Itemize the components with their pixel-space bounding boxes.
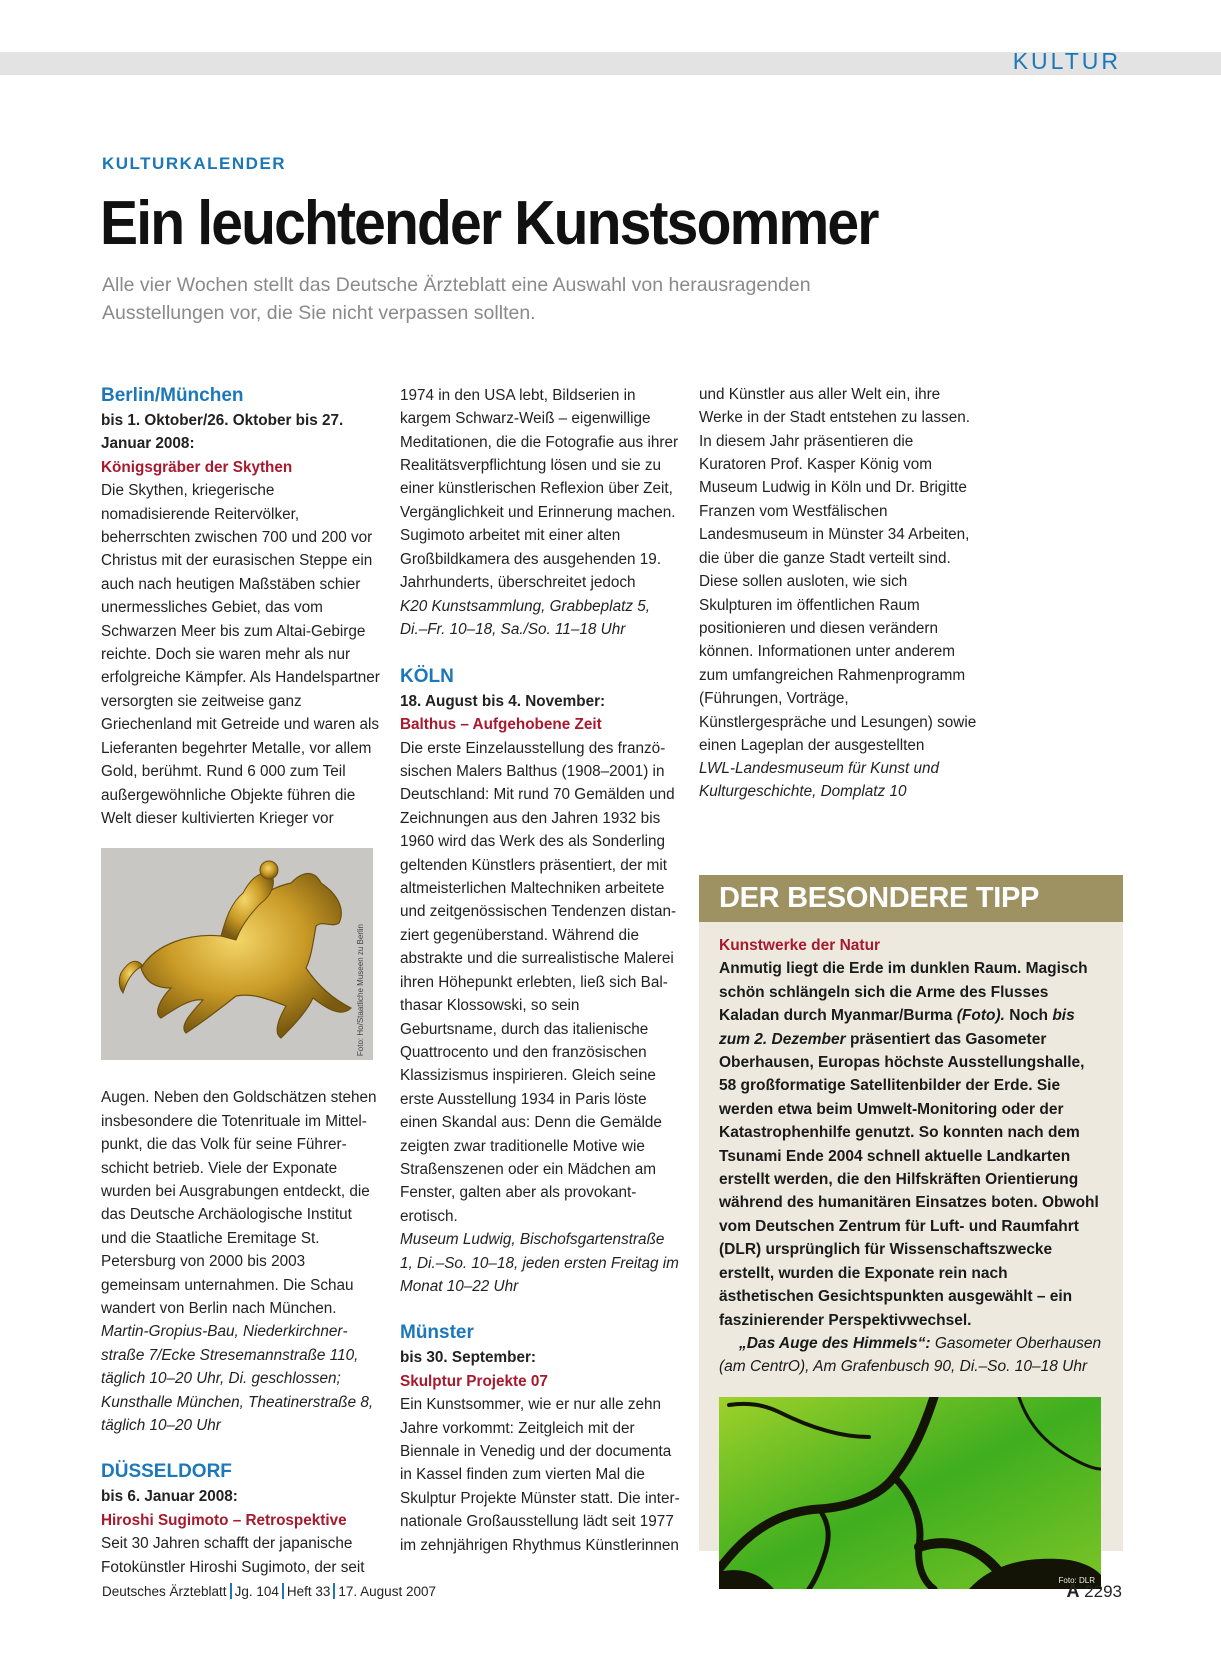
page-prefix: A <box>1066 1581 1080 1601</box>
body-text: Augen. Neben den Goldschätzen stehen insbesondere die Totenrituale im Mittelpunkt, die das Volk für seine Führerschicht betrieb. Viele der Exponate wurden bei Ausgrabungen entdeckt, die das Deutsche Archäologische Institut und die Staatliche Eremitage St. Petersburg von 2000 bis 2003 gemeinsam unternahmen. Die Schau wandert von Berlin nach München. <box>101 1089 377 1317</box>
tip-text-part: Noch <box>1009 1007 1049 1025</box>
page-number <box>1066 1581 1122 1602</box>
body-text: 1974 in den USA lebt, Bildserien in kargem Schwarz-Weiß – eigenwillige Meditationen, die die Fotografie aus ihrer Realitätsverpflichtung lösen und sie zu einer künstlerischen Reflexion über Zeit, Vergänglichkeit und Erinnerung machen. Sugimoto arbeitet mit einer alten Großbildkamera des ausgehenden 19. Jahrhunderts, überschreitet jedoch <box>400 386 679 592</box>
location-heading: Berlin/München <box>101 385 244 406</box>
exhibition-date: bis 6. Januar 2008: <box>101 1488 238 1506</box>
location-heading: KÖLN <box>400 665 454 687</box>
footer-separator <box>333 1583 335 1599</box>
satellite-photo <box>719 1397 1101 1589</box>
golden-horseman-image <box>101 848 373 1060</box>
tip-text-part: (Foto). <box>956 1007 1005 1025</box>
tip-text-part: präsentiert das Gasometer Oberhausen, Europas höchste Ausstellungshalle, 58 großformatige Satellitenbilder der Erde. Sie werden etwa beim Umwelt-Monitoring oder der Katastrophenhilfe genutzt. So konnten nach dem Tsunami Ende 2004 schnell aktuelle Landkarten erstellt werden, die den Hilfskräften Orientierung während des humanitären Einsatzes boten. Obwohl vom Deutschen Zentrum für Luft- und Raumfahrt (DLR) ursprünglich für Wissenschaftszwecke erstellt, wurden die Exponate rein nach ästhetischen Gesichtspunkten ausgewählt – ein faszinierender Perspektivwechsel. <box>719 1030 1099 1329</box>
tip-title: Kunstwerke der Natur <box>719 937 881 954</box>
body-text: Die Skythen, kriegerische nomadisierende Reitervölker, beherrschten zwischen 700 und 200 vor Christus mit der eurasischen Steppe ein auch nach heutigen Maßstäben schier unermessliches Gebiet, das vom Schwarzen Meer bis zum Altai-Gebirge reichte. Doch sie waren mehr als nur erfolgreiche Kämpfer. Als Handelspartner versorgten sie zeitweise ganz Griechenland mit Getreide und waren als Lieferanten begehrter Metalle, vor allem Gold, berühmt. Rund 6 000 zum Teil außergewöhnliche Objekte führen die Welt dieser kultivierten Krieger vor <box>101 482 380 827</box>
tip-venue <box>719 1332 1103 1379</box>
journal-volume: Jg. 104 <box>234 1584 279 1599</box>
journal-name: Deutsches Ärzteblatt <box>102 1584 227 1599</box>
river-delta-image <box>719 1397 1101 1589</box>
tip-body <box>699 922 1123 1379</box>
tip-text-part: bis zum 2. Dezember <box>719 1007 1075 1048</box>
article-intro: Alle vier Wochen stellt das Deutsche Ärzteblatt eine Auswahl von herausragenden Ausstellungen vor, die Sie nicht verpassen sollten. <box>102 274 811 324</box>
article-title: Ein leuchtender Kunstsommer <box>100 189 878 258</box>
tip-venue-title: „Das Auge des Himmels“: <box>739 1334 931 1352</box>
footer-separator <box>230 1583 232 1599</box>
footer-separator <box>282 1583 284 1599</box>
body-text: Die erste Einzelausstellung des französischen Malers Balthus (1908–2001) in Deutschland: Mit rund 70 Gemälden und Zeichnungen aus den Jahren 1932 bis 1960 wird das Werk des als Sonderling geltenden Künstlers präsentiert, der mit altmeisterlichen Maltechniken arbeitete und zeitgenössischen Tendenzen distanziert gegenüberstand. Während die abstrakte und die surrealistische Malerei ihren Höhepunkt erlebten, ließ sich Balthasar Klossowski, so sein Geburtsname, durch das italienische Quattrocento und den französischen Klassizismus inspirieren. Gleich seine erste Ausstellung 1934 in Paris löste einen Skandal aus: Denn die Gemälde zeigten zwar traditionelle Motive wie Straßenszenen oder ein Mädchen am Fenster, galten aber als provokant-erotisch. <box>400 739 677 1225</box>
kicker: KULTURKALENDER <box>102 154 287 173</box>
column-2 <box>400 383 680 1557</box>
tip-venue-text: Gasometer Oberhausen (am CentrO), Am Grafenbusch 90, Di.–So. 10–18 Uhr <box>719 1334 1102 1376</box>
location-heading: DÜSSELDORF <box>101 1461 232 1483</box>
page-number-value: 2293 <box>1084 1582 1122 1601</box>
tip-text-part: Anmutig liegt die Erde im dunklen Raum. Magisch schön schlängeln sich die Arme des Flusses Kaladan durch Myanmar/Burma <box>719 960 1088 1025</box>
location-heading: Münster <box>400 1322 474 1344</box>
scythian-gold-photo <box>101 848 373 1060</box>
exhibition-title: Skulptur Projekte 07 <box>400 1372 548 1390</box>
exhibition-title: Königsgräber der Skythen <box>101 458 293 476</box>
exhibition-title: Balthus – Aufgehobene Zeit <box>400 716 602 734</box>
section-label: KULTUR <box>1012 48 1121 74</box>
body-text: Seit 30 Jahren schafft der japanische Fotokünstler Hiroshi Sugimoto, der seit <box>101 1535 365 1576</box>
exhibition-date: bis 30. September: <box>400 1349 537 1367</box>
photo-credit: Foto: Ho/Staatliche Museen zu Berlin <box>355 924 365 1057</box>
tip-text <box>719 957 1103 1332</box>
photo-credit: Foto: DLR <box>1058 1575 1095 1585</box>
body-text: und Künstler aus aller Welt ein, ihre Werke in der Stadt entstehen zu lassen. In diesem Jahr präsentieren die Kuratoren Prof. Kasper König vom Museum Ludwig in Köln und Dr. Brigitte Franzen vom Westfälischen Landesmuseum in Münster 34 Arbeiten, die über die ganze Stadt verteilt sind. Diese sollen ausloten, wie sich Skulpturen im öffentlichen Raum positionieren und diesen verändern können. Informationen unter anderem zum umfangreichen Rahmenprogramm (Führungen, Vorträge, Künstlergespräche und Lesungen) sowie einen Lageplan der ausgestellten <box>699 385 977 754</box>
venue-info: LWL-Landesmuseum für Kunst und Kulturgeschichte, Domplatz 10 <box>699 760 940 801</box>
venue-info: Museum Ludwig, Bischofsgartenstraße 1, Di.–So. 10–18, jeden ersten Freitag im Monat 10–22 Uhr <box>400 1231 679 1295</box>
venue-info: Martin-Gropius-Bau, Niederkirchnerstraße 7/Ecke Stresemannstraße 110, täglich 10–20 Uhr, Di. geschlossen; Kunsthalle München, Theatinerstraße 8, täglich 10–20 Uhr <box>101 1323 374 1434</box>
column-1 <box>101 383 381 1578</box>
exhibition-date: bis 1. Oktober/26. Oktober bis 27. Januar 2008: <box>101 412 344 453</box>
page-footer <box>102 1583 436 1599</box>
issue-date: 17. August 2007 <box>338 1584 436 1599</box>
special-tip-box <box>699 875 1123 1585</box>
body-text: Ein Kunstsommer, wie er nur alle zehn Jahre vorkommt: Zeitgleich mit der Biennale in Venedig und der documenta in Kassel finden zum vierten Mal die Skulptur Projekte Münster statt. Die internationale Großausstellung lädt seit 1977 im zehnjährigen Rhythmus Künstlerinnen <box>400 1396 680 1554</box>
exhibition-date: 18. August bis 4. November: <box>400 692 606 710</box>
column-3 <box>699 383 979 804</box>
muenster-text-continued <box>699 383 979 757</box>
journal-issue: Heft 33 <box>286 1584 331 1599</box>
exhibition-title: Hiroshi Sugimoto – Retrospektive <box>101 1511 347 1529</box>
venue-info: K20 Kunstsammlung, Grabbeplatz 5, Di.–Fr. 10–18, Sa./So. 11–18 Uhr <box>400 598 650 639</box>
tip-heading: DER BESONDERE TIPP <box>699 875 1123 922</box>
sugimoto-text-continued <box>400 383 680 595</box>
